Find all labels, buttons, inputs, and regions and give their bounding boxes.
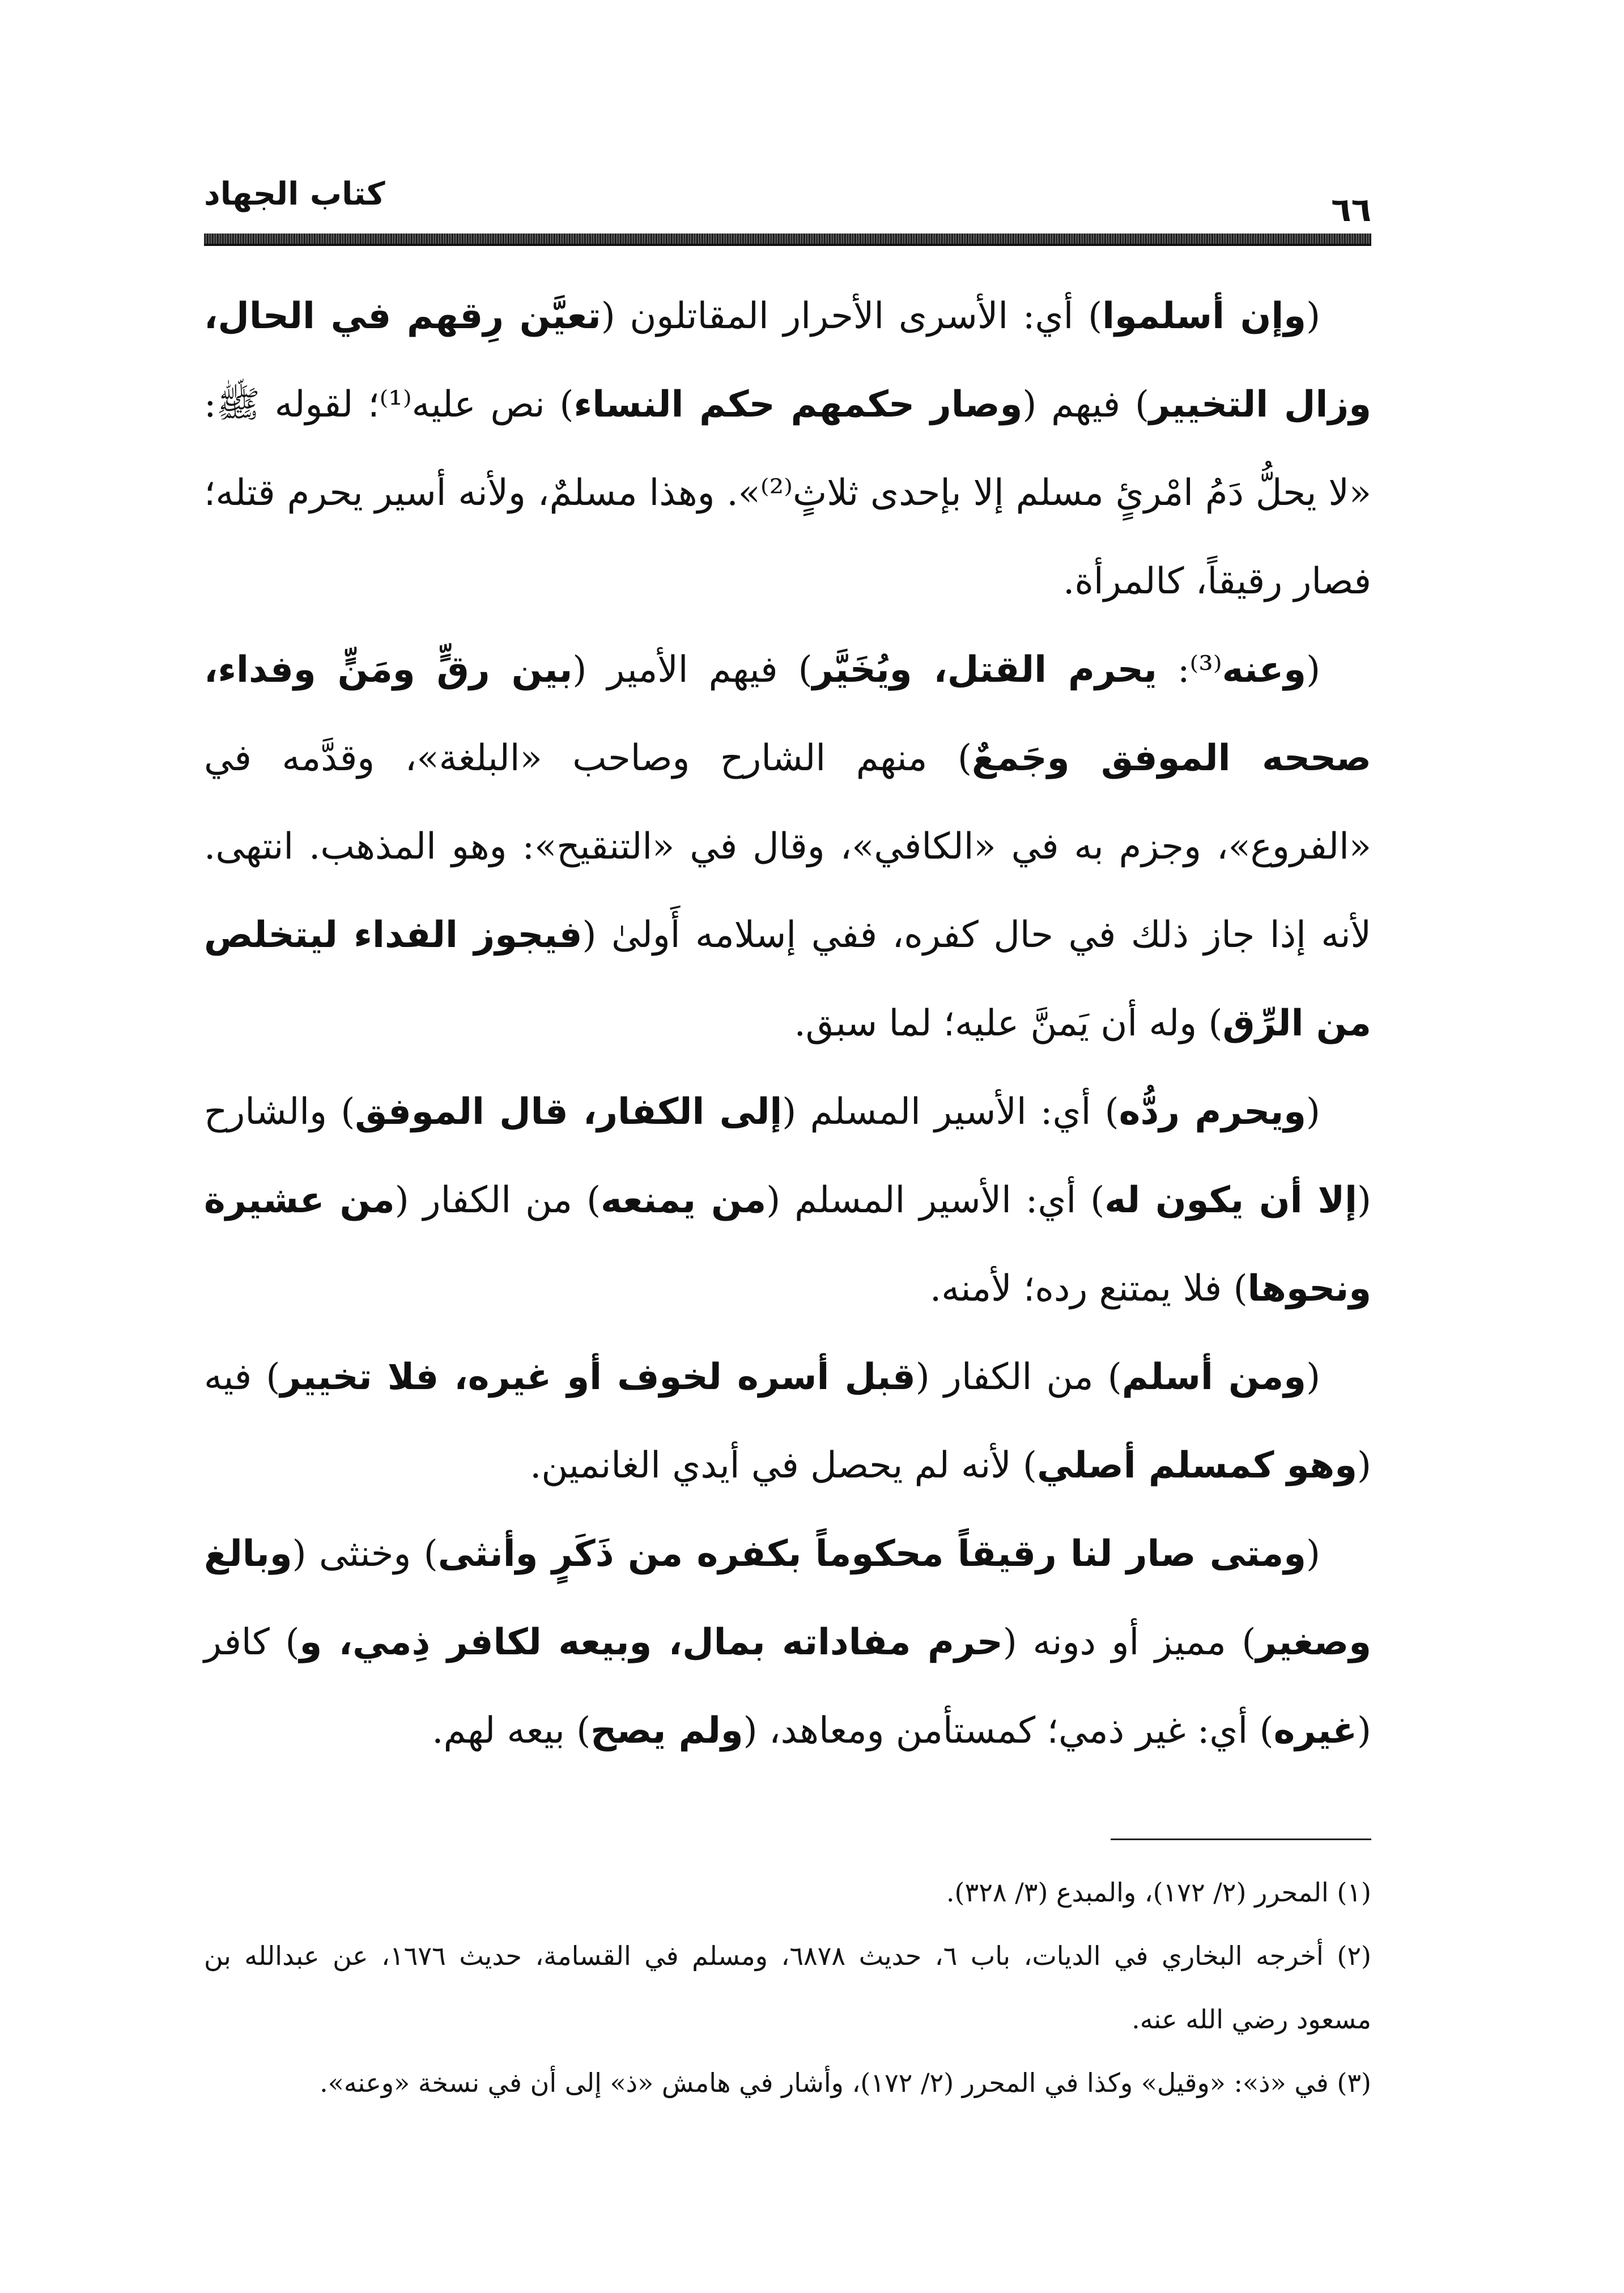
page-header xyxy=(204,170,1371,249)
matn-text: وبالغ وصغير xyxy=(204,1533,1372,1663)
paragraph xyxy=(204,1333,1371,1510)
matn-text: من يمنعه xyxy=(601,1179,767,1221)
sharh-text: ) فيهم ( xyxy=(1022,384,1149,426)
matn-text: وصار حكمهم حكم النساء xyxy=(573,384,1023,426)
footnote-2: (٢) أخرجه البخاري في الديات، باب ٦، حديث ٦٨٧٨، ومسلم في القسامة، حديث ١٦٧٦، عن عبدالله بن مسعود رضي الله عنه. xyxy=(204,1940,1371,2035)
sharh-text: ) فيهم الأمير ( xyxy=(572,649,813,691)
sharh-text: ( xyxy=(1306,295,1321,337)
matn-text: ومن أسلم xyxy=(1121,1356,1307,1398)
page-number: ٦٦ xyxy=(1331,190,1371,229)
paragraph xyxy=(204,1068,1371,1333)
matn-text: يحرم القتل، ويُخَيَّر xyxy=(812,649,1157,691)
sharh-text: ) من الكفار ( xyxy=(915,1356,1122,1398)
sharh-text: ) نص عليه⁽¹⁾؛ لقوله ﷺ: «لا يحلُّ دَمُ امْرئٍ مسلم إلا بإحدى ثلاثٍ⁽²⁾». وهذا مسلمٌ، ولأنه أسير يحرم قتله؛ فصار رقيقاً، كالمرأة. xyxy=(204,384,1372,602)
matn-text: وعنه xyxy=(1222,649,1307,691)
matn-text: ومتى صار لنا رقيقاً محكوماً بكفره من ذَكَرٍ وأنثى xyxy=(437,1533,1307,1575)
paragraph xyxy=(204,1510,1371,1775)
sharh-text: ) أي: الأسير المسلم ( xyxy=(782,1091,1119,1133)
matn-text: غيره xyxy=(1273,1710,1358,1752)
book-page xyxy=(204,170,1371,2154)
matn-text: إلا أن يكون له xyxy=(1104,1179,1358,1221)
matn-text: قبل أسره لخوف أو غيره، فلا تخيير xyxy=(280,1356,916,1398)
paragraph xyxy=(204,272,1371,626)
sharh-text: ) فلا يمتنع رده؛ لأمنه. xyxy=(929,1268,1248,1310)
sharh-text: ) أي: الأسرى الأحرار المقاتلون ( xyxy=(601,295,1103,337)
sharh-text: ) وخنثى ( xyxy=(292,1533,438,1575)
sharh-text: ) من الكفار ( xyxy=(394,1179,601,1221)
paragraph xyxy=(204,626,1371,1068)
sharh-text: ) لأنه لم يحصل في أيدي الغانمين. xyxy=(530,1445,1037,1487)
sharh-text: ) مميز أو دونه ( xyxy=(1002,1621,1256,1663)
sharh-text: ) كافر ( xyxy=(204,1621,1371,1752)
matn-text: ولم يصح xyxy=(590,1710,743,1752)
header-rule xyxy=(204,233,1371,246)
matn-text: إلى الكفار، قال الموفق xyxy=(355,1091,783,1133)
footnote-1: (١) المحرر (٢/ ١٧٢)، والمبدع (٣/ ٣٢٨). xyxy=(946,1877,1371,1908)
footnote-3: (٣) في «ذ»: «وقيل» وكذا في المحرر (٢/ ١٧٢)، وأشار في هامش «ذ» إلى أن في نسخة «وعنه». xyxy=(320,2067,1371,2098)
sharh-text: ( xyxy=(1306,1356,1321,1398)
sharh-text: ( xyxy=(1306,649,1321,691)
sharh-text: ) منهم الشارح وصاحب «البلغة»، وقدَّمه في «الفروع»، وجزم به في «الكافي»، وقال في «التنقيح»: وهو المذهب. انتهى. لأنه إذا جاز ذلك في حال كفره، ففي إسلامه أَولىٰ ( xyxy=(204,737,1372,956)
matn-text: حرم مفاداته بمال، وبيعه لكافر ذِمي، و xyxy=(299,1621,1003,1663)
matn-text: فيجوز الفداء ليتخلص من الرِّق xyxy=(204,914,1371,1044)
sharh-text: ) أي: غير ذمي؛ كمستأمن ومعاهد، ( xyxy=(743,1710,1274,1752)
matn-text: تعيَّن رِقهم في الحال، وزال التخيير xyxy=(204,295,1372,426)
footnotes xyxy=(204,1861,1371,2114)
matn-text: وهو كمسلم أصلي xyxy=(1036,1445,1358,1487)
matn-text: بين رقٍّ ومَنٍّ وفداء، صححه الموفق وجَمعٌ xyxy=(204,649,1371,779)
footnote-divider xyxy=(1111,1838,1371,1840)
sharh-text: ) وله أن يَمنَّ عليه؛ لما سبق. xyxy=(794,1003,1223,1044)
running-title: كتاب الجهاد xyxy=(204,176,385,213)
sharh-text: ) فيه ( xyxy=(204,1356,1371,1487)
sharh-text: ( xyxy=(1306,1091,1321,1133)
matn-text: من عشيرة ونحوها xyxy=(204,1179,1371,1310)
sharh-text: ) بيعه لهم. xyxy=(432,1710,591,1752)
sharh-text: ⁽³⁾: xyxy=(1157,649,1222,691)
matn-text: ويحرم ردُّه xyxy=(1119,1091,1307,1133)
matn-text: وإن أسلموا xyxy=(1102,295,1307,337)
sharh-text: ( xyxy=(1306,1533,1321,1575)
sharh-text: ) أي: الأسير المسلم ( xyxy=(766,1179,1105,1221)
sharh-text: ) والشارح ( xyxy=(204,1091,1372,1221)
main-text xyxy=(204,272,1371,1775)
